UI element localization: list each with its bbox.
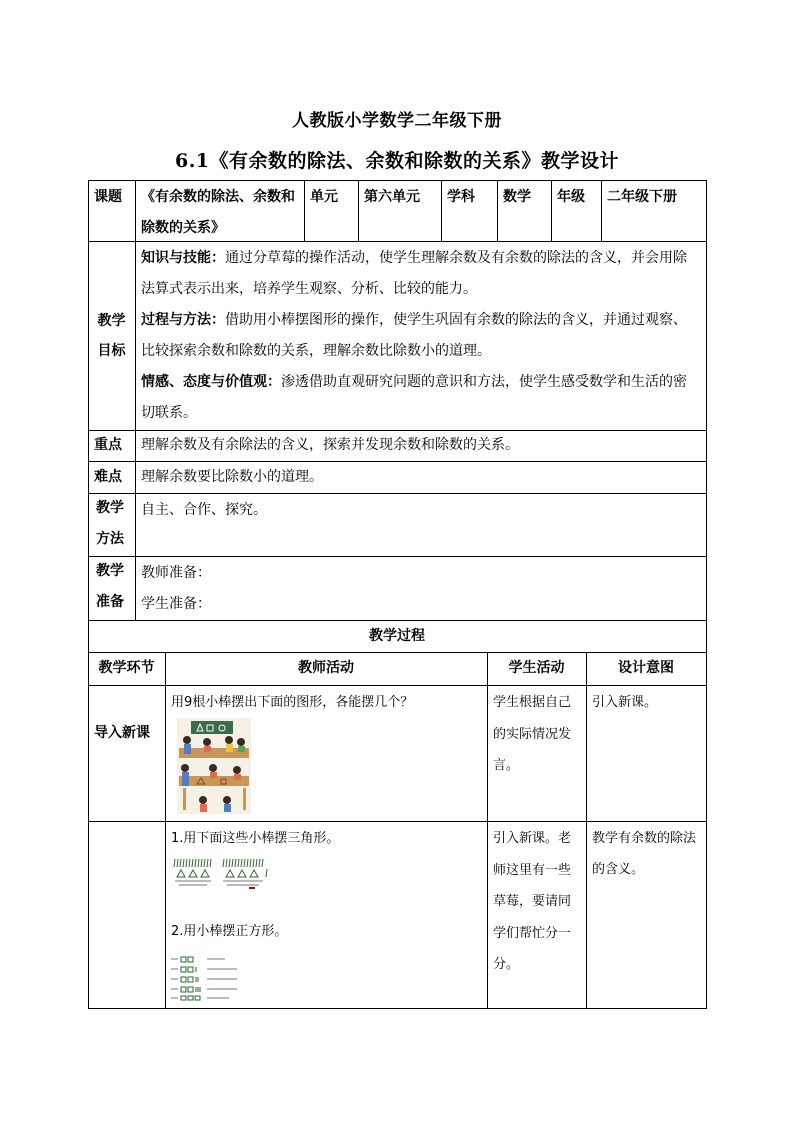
goal-process [141,305,700,367]
prep-content [135,556,706,620]
goals-label: 教学目标 [97,312,126,359]
unit-value: 第六单元 [364,189,420,205]
row2-intent: 教学有余数的除法的含义。 [592,831,697,877]
subject-label: 学科 [447,189,475,205]
row1-intent: 引入新课。 [592,695,658,710]
goal-emotion [141,367,700,429]
row2-student: 引入新课。老师这里有一些草莓，要请同学们帮忙分一分。 [493,831,572,972]
goal-process-text: 借助用小棒摆图形的操作，使学生巩固有余数的除法的含义，并通过观察、比较探索余数和除数的关系，理解余数比除数小的道理。 [141,312,687,359]
prep-student: 学生准备： [141,596,211,612]
row1-stage: 导入新课 [94,725,150,741]
row1-student: 学生根据自己的实际情况发言。 [493,695,572,773]
prep-teacher: 教师准备： [141,565,211,581]
header-stage: 教学环节 [98,660,155,676]
header-teacher: 教师活动 [298,660,354,676]
goal-knowledge-text: 通过分草莓的操作活动，使学生理解余数及有余数的除法的含义，并会用除法算式表示出来，培养学生观察、分析、比较的能力。 [141,250,687,297]
goal-knowledge-label: 知识与技能： [141,250,225,266]
unit-label: 单元 [310,189,338,205]
grade-value: 二年级下册 [607,189,677,205]
goal-emotion-label: 情感、态度与价值观： [141,374,281,390]
key-point-label: 重点 [94,437,122,453]
grade-label: 年级 [557,189,585,205]
goal-process-label: 过程与方法： [141,312,225,328]
classroom-illustration [177,718,251,814]
topic-value: 《有余数的除法、余数和除数的关系》 [141,189,295,236]
row1-teacher: 用9根小棒摆出下面的图形，各能摆几个？ [171,695,414,710]
method-label: 教学方法 [96,500,124,547]
square-sticks-figure [171,955,261,1001]
header-student: 学生活动 [508,660,565,676]
prep-label: 教学准备 [96,563,124,610]
triangle-sticks-figure [171,857,301,889]
document-subtitle: 6.1《有余数的除法、余数和除数的关系》教学设计 [174,150,620,172]
goal-emotion-text: 渗透借助直观研究问题的意识和方法，使学生感受数学和生活的密切联系。 [141,374,687,421]
method-text: 自主、合作、探究。 [141,502,267,518]
header-intent: 设计意图 [618,660,674,676]
square-sticks-icon [171,955,261,1001]
row2-teacher-1: 1.用下面这些小棒摆三角形。 [171,831,340,846]
process-title: 教学过程 [369,628,425,644]
goal-knowledge [141,243,700,305]
difficulty-label: 难点 [94,469,122,485]
subject-value: 数学 [503,189,531,205]
topic-label: 课题 [94,189,122,205]
difficulty-text: 理解余数要比除数小的道理。 [141,469,323,485]
students-sticks-icon [177,718,251,814]
triangle-sticks-icon [171,857,301,889]
document-title: 人教版小学数学二年级下册 [292,111,502,131]
key-point-text: 理解余数及有余除法的含义，探索并发现余数和除数的关系。 [141,437,519,453]
row2-teacher-2: 2.用小棒摆正方形。 [171,924,288,939]
goals-content [135,241,706,430]
